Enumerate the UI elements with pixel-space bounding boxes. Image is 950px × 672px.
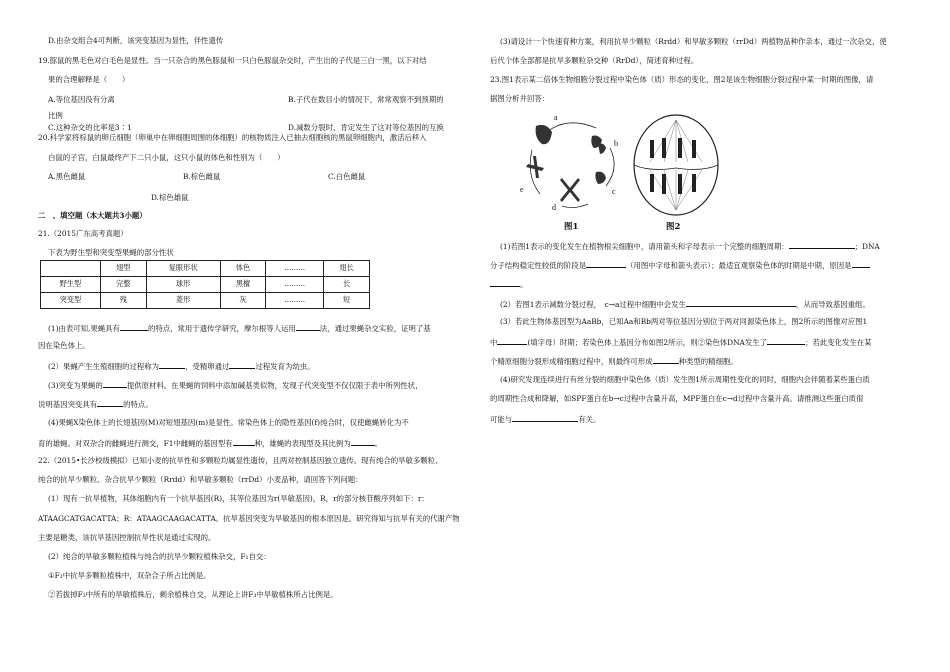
q19-option-a: A.等位基因没有分离 xyxy=(48,95,115,104)
q23-part4-line1: (4)研究发现连续进行有丝分裂的细胞中染色体（质）发生图1所示周期性变化的同时，细胞内会伴随着某些蛋白质 xyxy=(500,375,870,384)
q21-part3-cont xyxy=(38,398,153,411)
q20-option-a: A.黑色雌鼠 xyxy=(48,172,86,181)
q18-option-d: D.由杂交组合4可判断，该突变基因为显性，伴性遗传 xyxy=(48,36,224,45)
table-header-cell: 翅长 xyxy=(324,261,370,277)
chromosome-e xyxy=(526,156,544,178)
q22-part1-line3: 主要是糖类，该抗旱基因控制抗旱性状是通过实现的。 xyxy=(38,533,216,542)
fig1-letter-a: a xyxy=(554,113,558,122)
q22-stem-line2: 纯合的抗旱少颗粒、杂合抗旱少颗粒（Rrdd）和旱敏多颗粒（rrDd）小麦品种，请回答下列问题： xyxy=(38,475,363,484)
chromosome-b xyxy=(591,136,606,155)
q23-part2 xyxy=(500,298,870,311)
table-cell: 突变型 xyxy=(41,293,101,309)
q19-stem-line1: 19.豚鼠的黑毛色对白毛色是显性。当一只杂合的黑色豚鼠和一只白色豚鼠杂交时，产生出的子代是三白一黑，以下对结 xyxy=(38,56,427,65)
q21-intro: 下表为野生型和突变型果蝇的部分性状 xyxy=(48,248,174,257)
q22-part2-ii: ②若拔掉F₂中所有的旱敏植株后，剩余植株自交，从理论上讲F₃中旱敏植株所占比例是。 xyxy=(48,590,338,599)
q19-stem-line2: 果的合理解释是（ ） xyxy=(48,75,130,84)
q23-4-text-c: 可能与 xyxy=(490,415,513,424)
table-header-cell: 体色 xyxy=(220,261,266,277)
answer-blank[interactable] xyxy=(586,259,626,268)
q21-3-text-c: 说明基因突变具有 xyxy=(38,400,98,409)
q19-option-b-cont: 比例 xyxy=(48,111,63,120)
q22-part2-i: ①F₂中抗旱多颗粒植株中，双杂合子所占比例是。 xyxy=(48,571,211,580)
answer-blank[interactable] xyxy=(789,240,855,249)
fig1-letter-b: b xyxy=(614,139,618,148)
q23-2-text-a: (2）若图1表示减数分裂过程， c→a过程中细胞中会发生 xyxy=(500,300,686,309)
q21-2-text-a: (2）果蝇产生生殖细胞的过程称为 xyxy=(48,362,160,371)
chromosome-d xyxy=(560,178,580,202)
figure-1-chromosome-cycle xyxy=(518,108,628,220)
answer-blank[interactable] xyxy=(351,437,375,446)
q23-3-text-e: 个精原细胞分裂形成精细胞过程中，则最终可形成 xyxy=(490,357,653,366)
q19-option-d: D.减数分裂时，肯定发生了这对等位基因的互换 xyxy=(288,123,444,132)
q21-1-text-a: (1)由表可知,果蝇具有 xyxy=(48,324,120,333)
table-cell: 长 xyxy=(324,277,370,293)
table-cell: 灰 xyxy=(220,293,266,309)
figure-2-cell-division xyxy=(630,110,722,220)
answer-blank[interactable] xyxy=(120,322,148,331)
q23-part1-line1 xyxy=(500,240,880,253)
table-cell: 菱形 xyxy=(146,293,220,309)
q20-stem-line1: 20.科学家将棕鼠的卵丘细胞（卵巢中在卵细胞周围的体细胞）的核物质注入已抽去细胞核的黑鼠卵细胞内，激活后移入 xyxy=(38,133,427,142)
answer-blank[interactable] xyxy=(497,336,527,345)
q23-part4-line2: 的周期性合成和降解，如SPF蛋白在b→c过程中含量升高，MPF蛋白在c→d过程中含量升高。请推测这些蛋白质很 xyxy=(490,394,864,403)
answer-blank[interactable] xyxy=(233,437,255,446)
q21-4-text-b: 育的雄蝇。对双杂合的雌蝇进行测交，F1中雌蝇的基因型有 xyxy=(38,439,233,448)
q21-3-text-a: (3)突变为果蝇的 xyxy=(48,381,103,390)
chromosome-c xyxy=(595,172,606,184)
spindle-fibers xyxy=(650,120,702,210)
q23-part3-line2 xyxy=(490,336,872,349)
q22-part1-line2: ATAAGCATGACATTA；R：ATAAGCAAGACATTA。抗旱基因突变为旱敏基因的根本原因是。研究得知与抗旱有关的代谢产物 xyxy=(38,514,460,523)
answer-blank[interactable] xyxy=(490,278,520,287)
q21-part1 xyxy=(48,322,431,335)
q21-4-text-c: 种，雄蝇的表现型及其比例为 xyxy=(254,439,351,448)
q23-4-text-d: 有关。 xyxy=(578,415,601,424)
answer-blank[interactable] xyxy=(852,259,870,268)
q20-option-d: D.棕色雄鼠 xyxy=(151,193,189,202)
q21-1-text-c: 法，通过果蝇杂交实验，证明了基 xyxy=(319,324,431,333)
table-header-cell xyxy=(41,261,101,277)
chromosomes-lower xyxy=(650,174,696,194)
q23-3-text-b: 中 xyxy=(490,338,498,347)
figure-2-label: 图2 xyxy=(666,222,681,232)
q22-part2: (2）纯合的旱敏多颗粒植株与纯合的抗旱少颗粒植株杂交，F₁自交： xyxy=(48,552,271,561)
q21-part4-line2 xyxy=(38,437,382,450)
q21-2-text-b: ，受精卵通过 xyxy=(185,362,230,371)
table-cell: 球形 xyxy=(146,277,220,293)
figure-1-label: 图1 xyxy=(564,222,579,232)
q23-part1-line3 xyxy=(490,278,527,291)
q22-part3-line2: 后代个体全部都是抗旱多颗粒杂交种（RrDd），简述育种过程。 xyxy=(490,56,699,65)
table-header-cell: 翅型 xyxy=(100,261,146,277)
table-header-cell: 复眼形状 xyxy=(146,261,220,277)
q20-option-c: C.白色雌鼠 xyxy=(328,172,366,181)
answer-blank[interactable] xyxy=(767,336,805,345)
q21-part4-line1: (4)果蝇X染色体上的长翅基因(M)对短翅基因(m)是显性。常染色体上的隐性基因(f)纯合时，仅使雌蝇转化为不 xyxy=(48,418,409,427)
q23-stem-line2: 据图分析并回答： xyxy=(490,94,550,103)
q23-1-text-b: ；DNA xyxy=(854,242,880,251)
table-cell: ......... xyxy=(266,293,324,309)
table-row xyxy=(41,293,370,309)
answer-blank[interactable] xyxy=(103,379,127,388)
q23-3-text-c: (填字母）时期；若染色体上基因分布如图2所示，则②染色体DNA发生了 xyxy=(527,338,768,347)
table-cell: 短 xyxy=(324,293,370,309)
table-cell: 野生型 xyxy=(41,277,101,293)
q23-1-text-c: 分子结构稳定性较低的阶段是 xyxy=(490,261,587,270)
answer-blank[interactable] xyxy=(159,360,185,369)
table-cell: 完整 xyxy=(100,277,146,293)
q21-title: 21.（2015广东高考真题） xyxy=(38,229,128,238)
q22-part3-line1: (3)请设计一个快速育种方案，利用抗旱少颗粒（Rrdd）和旱敏多颗粒（rrDd）两植物品种作亲本，通过一次杂交，使 xyxy=(500,37,887,46)
q21-2-text-c: 过程发育为幼虫。 xyxy=(255,362,315,371)
answer-blank[interactable] xyxy=(97,398,123,407)
chromosome-a xyxy=(536,125,552,144)
cycle-arrow-bc xyxy=(606,148,614,186)
cycle-arrow-cd xyxy=(562,204,588,208)
table-cell: 残 xyxy=(100,293,146,309)
q21-4-text-d: 。 xyxy=(374,439,383,448)
answer-blank[interactable] xyxy=(229,360,255,369)
q20-option-b: B.棕色雌鼠 xyxy=(183,172,221,181)
answer-blank[interactable] xyxy=(686,298,796,307)
q20-stem-line2: 白鼠的子宫，白鼠最终产下二只小鼠，这只小鼠的体色和性别为（ ） xyxy=(48,153,285,162)
q23-part4-line3 xyxy=(490,413,600,426)
q21-3-text-d: 的特点。 xyxy=(123,400,153,409)
q22-part1-line1: (1）现有一抗旱植物，其体细胞内有一个抗旱基因(R)，其等位基因为r(旱敏基因)，R，r的部分核苷酸序列如下：r： xyxy=(48,494,429,503)
q21-3-text-b: 提供原材料。在果蝇的饲料中添加碱基类似物，发现子代突变型不仅仅限于表中所列性状， xyxy=(126,381,423,390)
q22-stem-line1: 22.（2015•长沙校级模拟）已知小麦的抗旱性和多颗粒均属显性遗传，且两对控制基因独立遗传。现有纯合的旱敏多颗粒、 xyxy=(38,456,443,465)
q21-part1-cont: 因在染色体上。 xyxy=(38,341,90,350)
q23-1-text-d: （用图中字母和箭头表示）；最适宜观察染色体的时期是中期，原因是 xyxy=(626,261,852,270)
q21-part3 xyxy=(48,379,422,392)
table-cell: ......... xyxy=(266,277,324,293)
q21-1-text-b: 的特点，常用于遗传学研究，摩尔根等人运用 xyxy=(147,324,296,333)
answer-blank[interactable] xyxy=(296,322,320,331)
fig1-letter-e: e xyxy=(520,185,524,194)
table-cell: 黑檀 xyxy=(220,277,266,293)
q23-1-text-e: 。 xyxy=(520,280,528,289)
q21-part2 xyxy=(48,360,315,373)
answer-blank[interactable] xyxy=(653,355,679,364)
fig1-letter-d: d xyxy=(552,203,556,212)
section-fill-in-title: 二 、填空题（本大题共3小题） xyxy=(38,211,147,220)
q19-option-b: B.子代在数目小的情况下，常常观察不到预期的 xyxy=(288,95,444,104)
q23-stem-line1: 23.图1表示某二倍体生物细胞分裂过程中染色体（质）形态的变化，图2是该生物细胞分裂过程中某一时期的图像，请 xyxy=(490,75,874,84)
answer-blank[interactable] xyxy=(512,413,578,422)
cleavage-furrow xyxy=(634,165,718,169)
q23-2-text-b: ，从而导致基因重组。 xyxy=(795,300,870,309)
q23-part3-line3 xyxy=(490,355,738,368)
table-row xyxy=(41,261,370,277)
q19-option-c: C.这种杂交的比率是3∶1 xyxy=(48,123,132,132)
q23-1-text-a: (1)若图1表示的变化发生在植物根尖细胞中，请用箭头和字母表示一个完整的细胞周期： xyxy=(500,242,789,251)
table-row xyxy=(41,277,370,293)
q23-3-text-f: 种类型的精细胞。 xyxy=(678,357,738,366)
table-header-cell: ......... xyxy=(266,261,324,277)
q23-part1-line2 xyxy=(490,259,870,272)
trait-table xyxy=(40,260,370,309)
fig1-letter-c: c xyxy=(612,187,616,196)
q23-3-text-d: ；若此变化发生在某 xyxy=(805,338,872,347)
q23-part3-line1: (3）若此生物体基因型为AaBb，已知Aa和Bb两对等位基因分别位于两对同源染色体上，图2所示的图像对应图1 xyxy=(500,317,868,326)
